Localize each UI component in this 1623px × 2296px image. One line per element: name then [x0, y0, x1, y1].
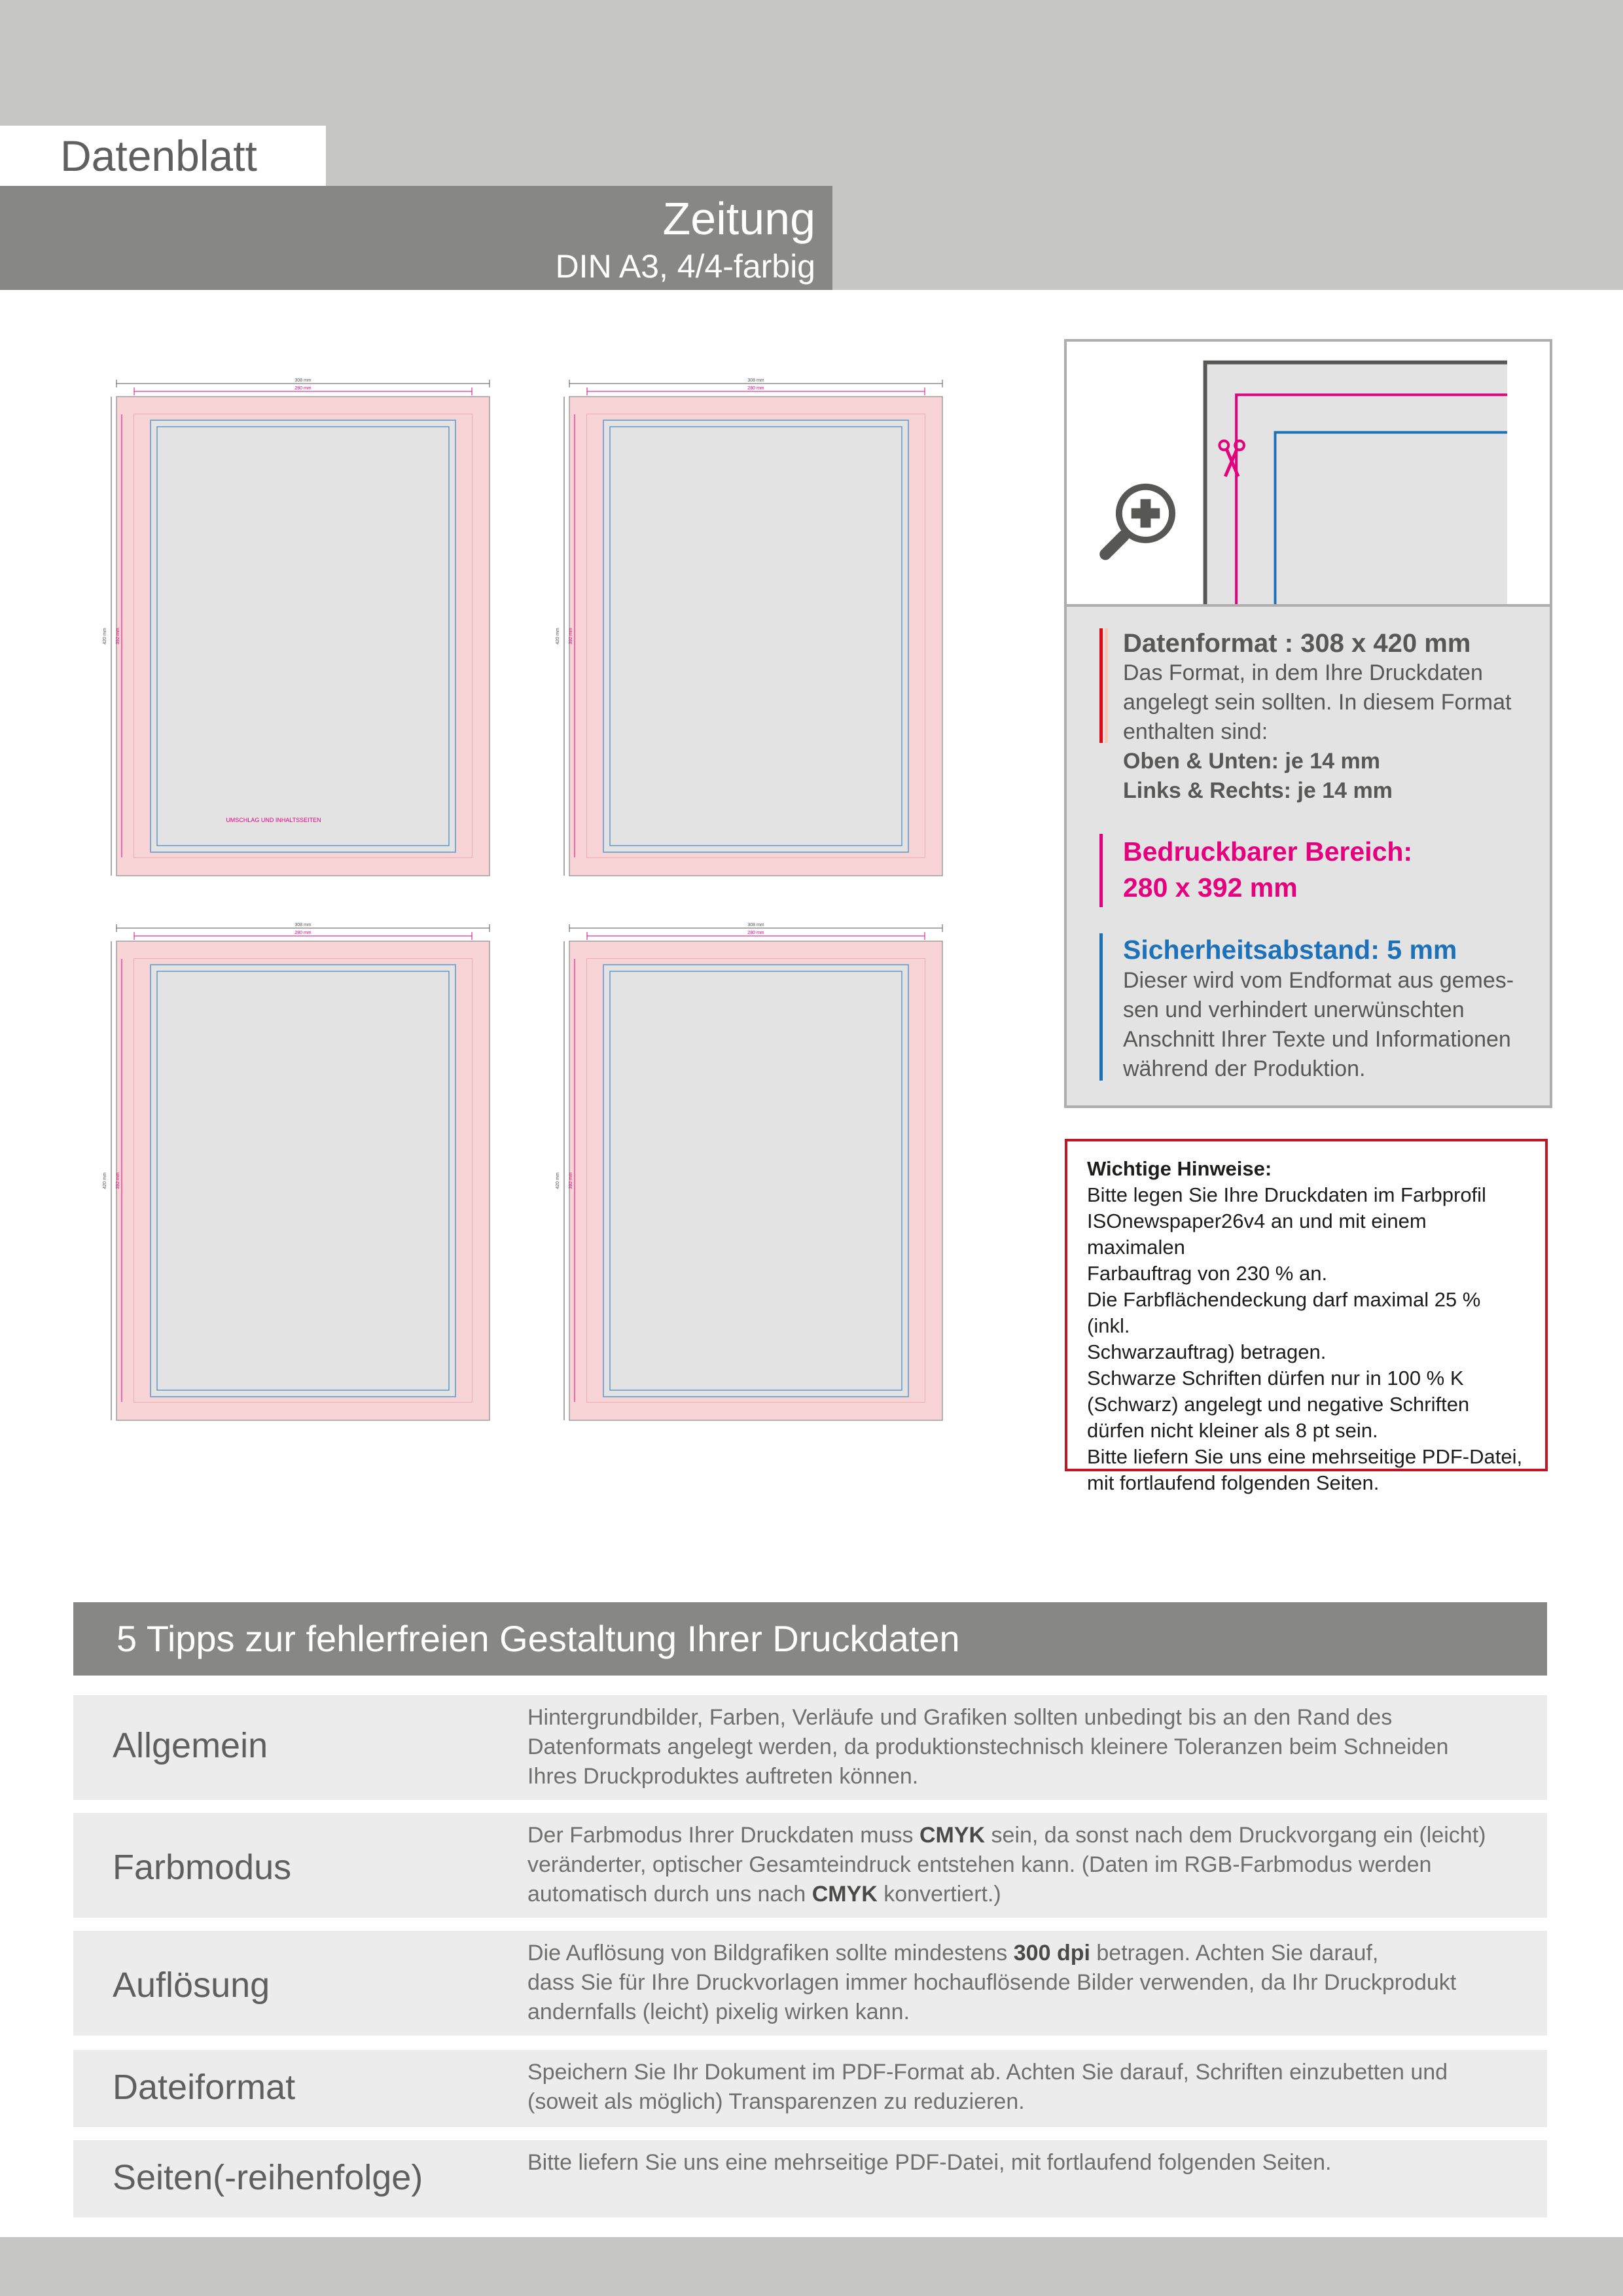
tip-line: andernfalls (leicht) pixelig wirken kann.	[527, 2000, 910, 2024]
tip-row-allgemein	[73, 1695, 1547, 1800]
tip-row-aufloesung	[73, 1931, 1547, 2036]
datenformat-text-3: enthalten sind:	[1123, 719, 1268, 744]
tip-line	[527, 1939, 1535, 1968]
dim-outer-w: 308 mm	[294, 923, 312, 927]
hints-line: ISOnewspaper26v4 an und mit einem maximalen	[1087, 1210, 1427, 1259]
tip-line	[527, 1821, 1535, 1850]
datenformat-block	[1099, 628, 1531, 803]
dim-outer-h: 420 mm	[556, 628, 560, 645]
tip-text	[527, 1939, 1535, 2027]
doc-label: Datenblatt	[0, 126, 326, 186]
tip-text	[527, 2148, 1535, 2178]
dim-inner-w: 280 mm	[747, 386, 764, 391]
page-mockup-4	[556, 923, 942, 1420]
tip-line: Datenformats angelegt werden, da produktionstechnisch kleinere Toleranzen beim Schneiden	[527, 1734, 1449, 1759]
tip-text-bold: CMYK	[919, 1823, 986, 1848]
datenformat-text-2: angelegt sein sollten. In diesem Format	[1123, 690, 1512, 715]
tip-line: Ihres Druckproduktes auftreten können.	[527, 1764, 919, 1789]
format-info-panel	[1064, 339, 1552, 1108]
tip-label: Farbmodus	[113, 1848, 292, 1887]
tip-row-farbmodus	[73, 1813, 1547, 1918]
dim-inner-h: 392 mm	[569, 1172, 573, 1189]
hints-line: dürfen nicht kleiner als 8 pt sein.	[1087, 1419, 1378, 1442]
dim-outer-w: 308 mm	[747, 923, 764, 927]
hints-line: Farbauftrag von 230 % an.	[1087, 1262, 1328, 1285]
product-format: DIN A3, 4/4-farbig	[555, 248, 815, 285]
tip-text-segment: betragen. Achten Sie darauf,	[1090, 1941, 1379, 1965]
tip-text-segment: Der Farbmodus Ihrer Druckdaten muss	[527, 1823, 919, 1848]
tip-label: Allgemein	[113, 1726, 268, 1765]
dim-inner-w: 280 mm	[747, 931, 764, 935]
tips-heading: 5 Tipps zur fehlerfreien Gestaltung Ihrer Druckdaten	[73, 1602, 1547, 1676]
dim-outer-h: 420 mm	[103, 1172, 107, 1189]
zoom-detail	[1067, 342, 1550, 607]
tip-line: (soweit als möglich) Transparenzen zu reduzieren.	[527, 2089, 1025, 2114]
tip-line: dass Sie für Ihre Druckvorlagen immer hochauflösende Bilder verwenden, da Ihr Druckprodukt	[527, 1970, 1457, 1995]
hints-line: (Schwarz) angelegt und negative Schriften	[1087, 1393, 1470, 1416]
title-box	[0, 186, 832, 290]
dim-outer-h: 420 mm	[556, 1172, 560, 1189]
sicherheit-text-3: Anschnitt Ihrer Texte und Informationen	[1123, 1027, 1511, 1052]
tip-line: Hintergrundbilder, Farben, Verläufe und Grafiken sollten unbedingt bis an den Rand des	[527, 1705, 1393, 1730]
dim-inner-w: 280 mm	[294, 931, 312, 935]
tip-text-segment: konvertiert.)	[877, 1882, 1001, 1907]
dim-inner-h: 392 mm	[116, 628, 120, 645]
product-title: Zeitung	[662, 193, 815, 244]
page-label: UMSCHLAG UND INHALTSSEITEN	[226, 817, 321, 823]
hints-title: Wichtige Hinweise:	[1087, 1157, 1272, 1180]
hints-line: Bitte liefern Sie uns eine mehrseitige PDF-Datei,	[1087, 1445, 1523, 1468]
tip-text-segment: automatisch durch uns nach	[527, 1882, 812, 1907]
tip-row-dateiformat	[73, 2050, 1547, 2127]
tip-line: Bitte liefern Sie uns eine mehrseitige PDF-Datei, mit fortlaufend folgenden Seiten.	[527, 2150, 1332, 2175]
sicherheit-block	[1099, 933, 1531, 1090]
dim-outer-h: 420 mm	[103, 628, 107, 645]
sicherheit-text-2: sen und verhindert unerwünschten	[1123, 997, 1465, 1022]
sicherheit-text-4: während der Produktion.	[1123, 1056, 1366, 1081]
sicherheit-text-1: Dieser wird vom Endformat aus gemes-	[1123, 968, 1514, 993]
zoom-plus-icon	[1105, 484, 1175, 554]
tip-line: veränderter, optischer Gesamteindruck entstehen kann. (Daten im RGB-Farbmodus werden	[527, 1852, 1432, 1877]
tip-label: Seiten(-reihenfolge)	[113, 2158, 423, 2197]
tip-text	[527, 2058, 1535, 2117]
datenformat-left-right: Links & Rechts: je 14 mm	[1123, 778, 1393, 803]
page-mockup-1	[103, 378, 490, 876]
dim-outer-w: 308 mm	[747, 378, 764, 383]
dim-inner-h: 392 mm	[116, 1172, 120, 1189]
tip-text-bold: 300 dpi	[1013, 1941, 1090, 1965]
print-area-bar	[1099, 834, 1103, 907]
tip-text-bold: CMYK	[812, 1882, 878, 1907]
bedruckbar-block	[1099, 834, 1531, 912]
tip-label: Auflösung	[113, 1965, 270, 2005]
hints-line: Bitte legen Sie Ihre Druckdaten im Farbprofil	[1087, 1183, 1486, 1206]
datenformat-title: Datenformat : 308 x 420 mm	[1123, 629, 1471, 658]
hints-line: Schwarzauftrag) betragen.	[1087, 1340, 1327, 1363]
datenformat-top-bottom: Oben & Unten: je 14 mm	[1123, 749, 1380, 774]
dim-outer-w: 308 mm	[294, 378, 312, 383]
trim-color-bar	[1099, 628, 1103, 743]
hints-line: mit fortlaufend folgenden Seiten.	[1087, 1471, 1380, 1494]
tip-label: Dateiformat	[113, 2068, 296, 2107]
bedruckbar-title-1: Bedruckbarer Bereich:	[1123, 836, 1413, 867]
tip-text-segment: Die Auflösung von Bildgrafiken sollte mindestens	[527, 1941, 1014, 1965]
footer-band	[0, 2237, 1623, 2296]
tip-row-seiten	[73, 2140, 1547, 2217]
bedruckbar-title-2: 280 x 392 mm	[1123, 872, 1298, 903]
tip-text	[527, 1821, 1535, 1909]
hints-box	[1065, 1139, 1548, 1494]
page-mockup-2	[556, 378, 942, 876]
safety-bar	[1099, 933, 1103, 1081]
tip-line: Speichern Sie Ihr Dokument im PDF-Format ab. Achten Sie darauf, Schriften einzubetten und	[527, 2060, 1448, 2085]
hints-line: Die Farbflächendeckung darf maximal 25 % (inkl.	[1087, 1288, 1481, 1337]
hints-line: Schwarze Schriften dürfen nur in 100 % K	[1087, 1367, 1464, 1390]
datenformat-text-1: Das Format, in dem Ihre Druckdaten	[1123, 660, 1483, 685]
tip-text	[527, 1703, 1535, 1791]
tip-line	[527, 1880, 1535, 1909]
tip-text-segment: sein, da sonst nach dem Druckvorgang ein (leicht)	[985, 1823, 1486, 1848]
sicherheit-title: Sicherheitsabstand: 5 mm	[1123, 935, 1457, 965]
page-mockup-3	[103, 923, 490, 1420]
dim-inner-h: 392 mm	[569, 628, 573, 645]
dim-inner-w: 280 mm	[294, 386, 312, 391]
